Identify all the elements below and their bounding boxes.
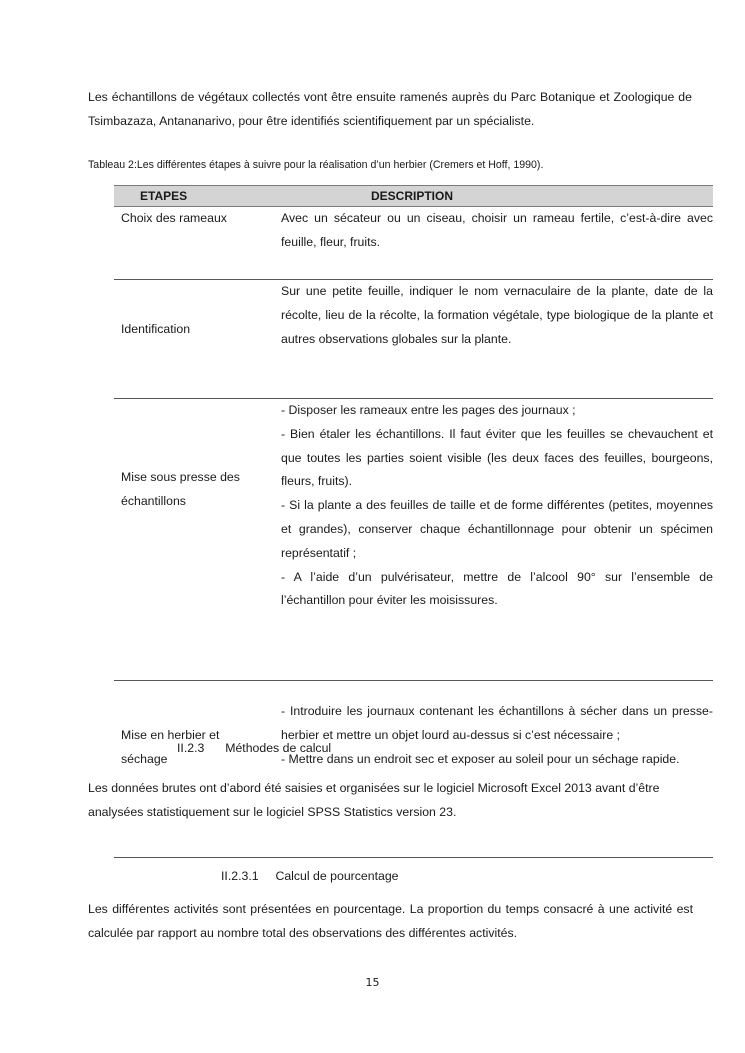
table-caption: Tableau 2:Les différentes étapes à suivre pour la réalisation d’un herbier (Cremers et Hoff, 1990).	[88, 159, 544, 171]
step-cell: Mise sous presse des échantillons	[114, 399, 281, 681]
paragraph-methodes: Les données brutes ont d’abord été saisies et organisées sur le logiciel Microsoft Excel 2013 avant d’être analysées statistiquement sur le logiciel SPSS Statistics version 23.	[88, 781, 660, 819]
description-cell	[281, 399, 713, 681]
herbier-steps-table	[114, 185, 713, 858]
description-cell	[281, 681, 713, 858]
description-line: - Disposer les rameaux entre les pages des journaux ;	[281, 403, 576, 417]
table-row	[114, 207, 713, 280]
section-title: Calcul de pourcentage	[275, 869, 399, 883]
section-title: Méthodes de calcul	[225, 741, 332, 755]
page-number: 15	[365, 976, 380, 989]
table-row	[114, 681, 713, 858]
section-number: II.2.3	[177, 741, 205, 755]
description-cell: Sur une petite feuille, indiquer le nom vernaculaire de la plante, date de la récolte, lieu de la récolte, la formation végétale, type biologique de la plante et autres observations globales sur la plante.	[281, 280, 713, 399]
section-heading-methodes	[177, 740, 331, 756]
description-line: - Introduire les journaux contenant les échantillons à sécher dans un presse-herbier et mettre un objet lourd au-dessus si c’est nécessaire ;	[281, 704, 713, 742]
description-line: - Si la plante a des feuilles de taille et de forme différentes (petites, moyennes et grandes), conserver chaque échantillonnage pour obtenir un spécimen représentatif ;	[281, 498, 713, 560]
table-row	[114, 280, 713, 399]
description-line: - A l’aide d’un pulvérisateur, mettre de l’alcool 90° sur l’ensemble de l’échantillon pour éviter les moisissures.	[281, 569, 713, 608]
description-line: - Bien étaler les échantillons. Il faut éviter que les feuilles se chevauchent et que toutes les parties soient visible (les deux faces des feuilles, bourgeons, fleurs, fruits).	[281, 426, 713, 489]
step-cell: Choix des rameaux	[114, 207, 281, 280]
table-row	[114, 399, 713, 681]
section-number: II.2.3.1	[221, 869, 259, 883]
table-header-row	[114, 186, 713, 207]
header-etapes: ETAPES	[114, 186, 281, 207]
description-cell: Avec un sécateur ou un ciseau, choisir un rameau fertile, c’est-à-dire avec feuille, fleur, fruits.	[281, 207, 713, 280]
description-line: - Mettre dans un endroit sec et exposer au soleil pour un séchage rapide.	[281, 751, 680, 766]
paragraph-pourcentage: Les différentes activités sont présentées en pourcentage. La proportion du temps consacré à une activité est calculée par rapport au nombre total des observations des différentes activités.	[88, 902, 693, 940]
intro-paragraph: Les échantillons de végétaux collectés vont être ensuite ramenés auprès du Parc Botanique et Zoologique de Tsimbazaza, Antananarivo, pour être identifiés scientifiquement par un spécialiste.	[88, 90, 692, 128]
step-cell: Mise en herbier et séchage	[114, 681, 281, 858]
header-description: DESCRIPTION	[281, 186, 713, 207]
section-heading-pourcentage	[221, 868, 399, 884]
step-cell: Identification	[114, 280, 281, 399]
